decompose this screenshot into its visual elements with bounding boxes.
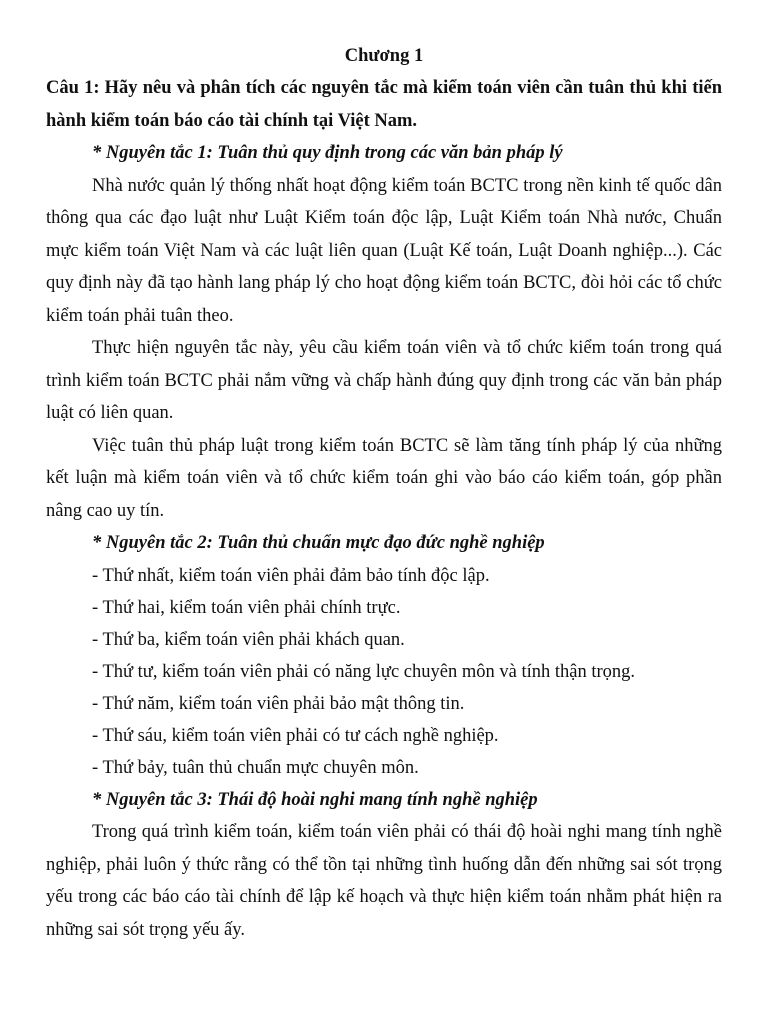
principle-2-heading: * Nguyên tắc 2: Tuân thủ chuẩn mực đạo đức nghề nghiệp (92, 533, 545, 553)
chapter-title: Chương 1 (344, 46, 424, 66)
principle-1-paragraph-3: Việc tuân thủ pháp luật trong kiểm toán BCTC sẽ làm tăng tính pháp lý của những kết luận mà kiểm toán viên và tổ chức kiểm toán ghi vào báo cáo kiểm toán, góp phần nâng cao uy tín. (46, 435, 722, 521)
principle-2-item-3: - Thứ ba, kiểm toán viên phải khách quan. (92, 629, 405, 650)
principle-2-item-1: - Thứ nhất, kiểm toán viên phải đảm bảo tính độc lập. (92, 565, 490, 586)
principle-1-paragraph-2: Thực hiện nguyên tắc này, yêu cầu kiểm toán viên và tổ chức kiểm toán trong quá trình kiểm toán BCTC phải nắm vững và chấp hành đúng quy định trong các văn bản pháp luật có liên quan. (46, 338, 722, 423)
principle-2-item-4: - Thứ tư, kiểm toán viên phải có năng lực chuyên môn và tính thận trọng. (92, 661, 635, 682)
principle-3-paragraph-1: Trong quá trình kiểm toán, kiểm toán viên phải có thái độ hoài nghi mang tính nghề nghiệp, phải luôn ý thức rằng có thể tồn tại những tình huống dẫn đến những sai sót trọng yếu trong các báo cáo tài chính để lập kế hoạch và thực hiện kiểm toán nhằm phát hiện ra những sai sót trọng yếu ấy. (46, 822, 722, 940)
principle-2-item-6: - Thứ sáu, kiểm toán viên phải có tư cách nghề nghiệp. (92, 725, 499, 746)
question-heading: Câu 1: Hãy nêu và phân tích các nguyên tắc mà kiểm toán viên cần tuân thủ khi tiến hành kiểm toán báo cáo tài chính tại Việt Nam. (46, 78, 722, 131)
principle-3-heading: * Nguyên tắc 3: Thái độ hoài nghi mang tính nghề nghiệp (92, 789, 538, 810)
principle-1-paragraph-1: Nhà nước quản lý thống nhất hoạt động kiểm toán BCTC trong nền kinh tế quốc dân thông qua các đạo luật như Luật Kiểm toán độc lập, Luật Kiểm toán Nhà nước, Chuẩn mực kiểm toán Việt Nam và các luật liên quan (Luật Kế toán, Luật Doanh nghiệp...). Các quy định này đã tạo hành lang pháp lý cho hoạt động kiểm toán BCTC, đòi hỏi các tổ chức kiểm toán phải tuân theo. (46, 175, 722, 326)
principle-2-item-5: - Thứ năm, kiểm toán viên phải bảo mật thông tin. (92, 693, 465, 714)
principle-2-item-7: - Thứ bảy, tuân thủ chuẩn mực chuyên môn. (92, 757, 419, 778)
principle-1-heading: * Nguyên tắc 1: Tuân thủ quy định trong các văn bản pháp lý (92, 143, 563, 163)
principle-2-item-2: - Thứ hai, kiểm toán viên phải chính trực. (92, 597, 401, 618)
